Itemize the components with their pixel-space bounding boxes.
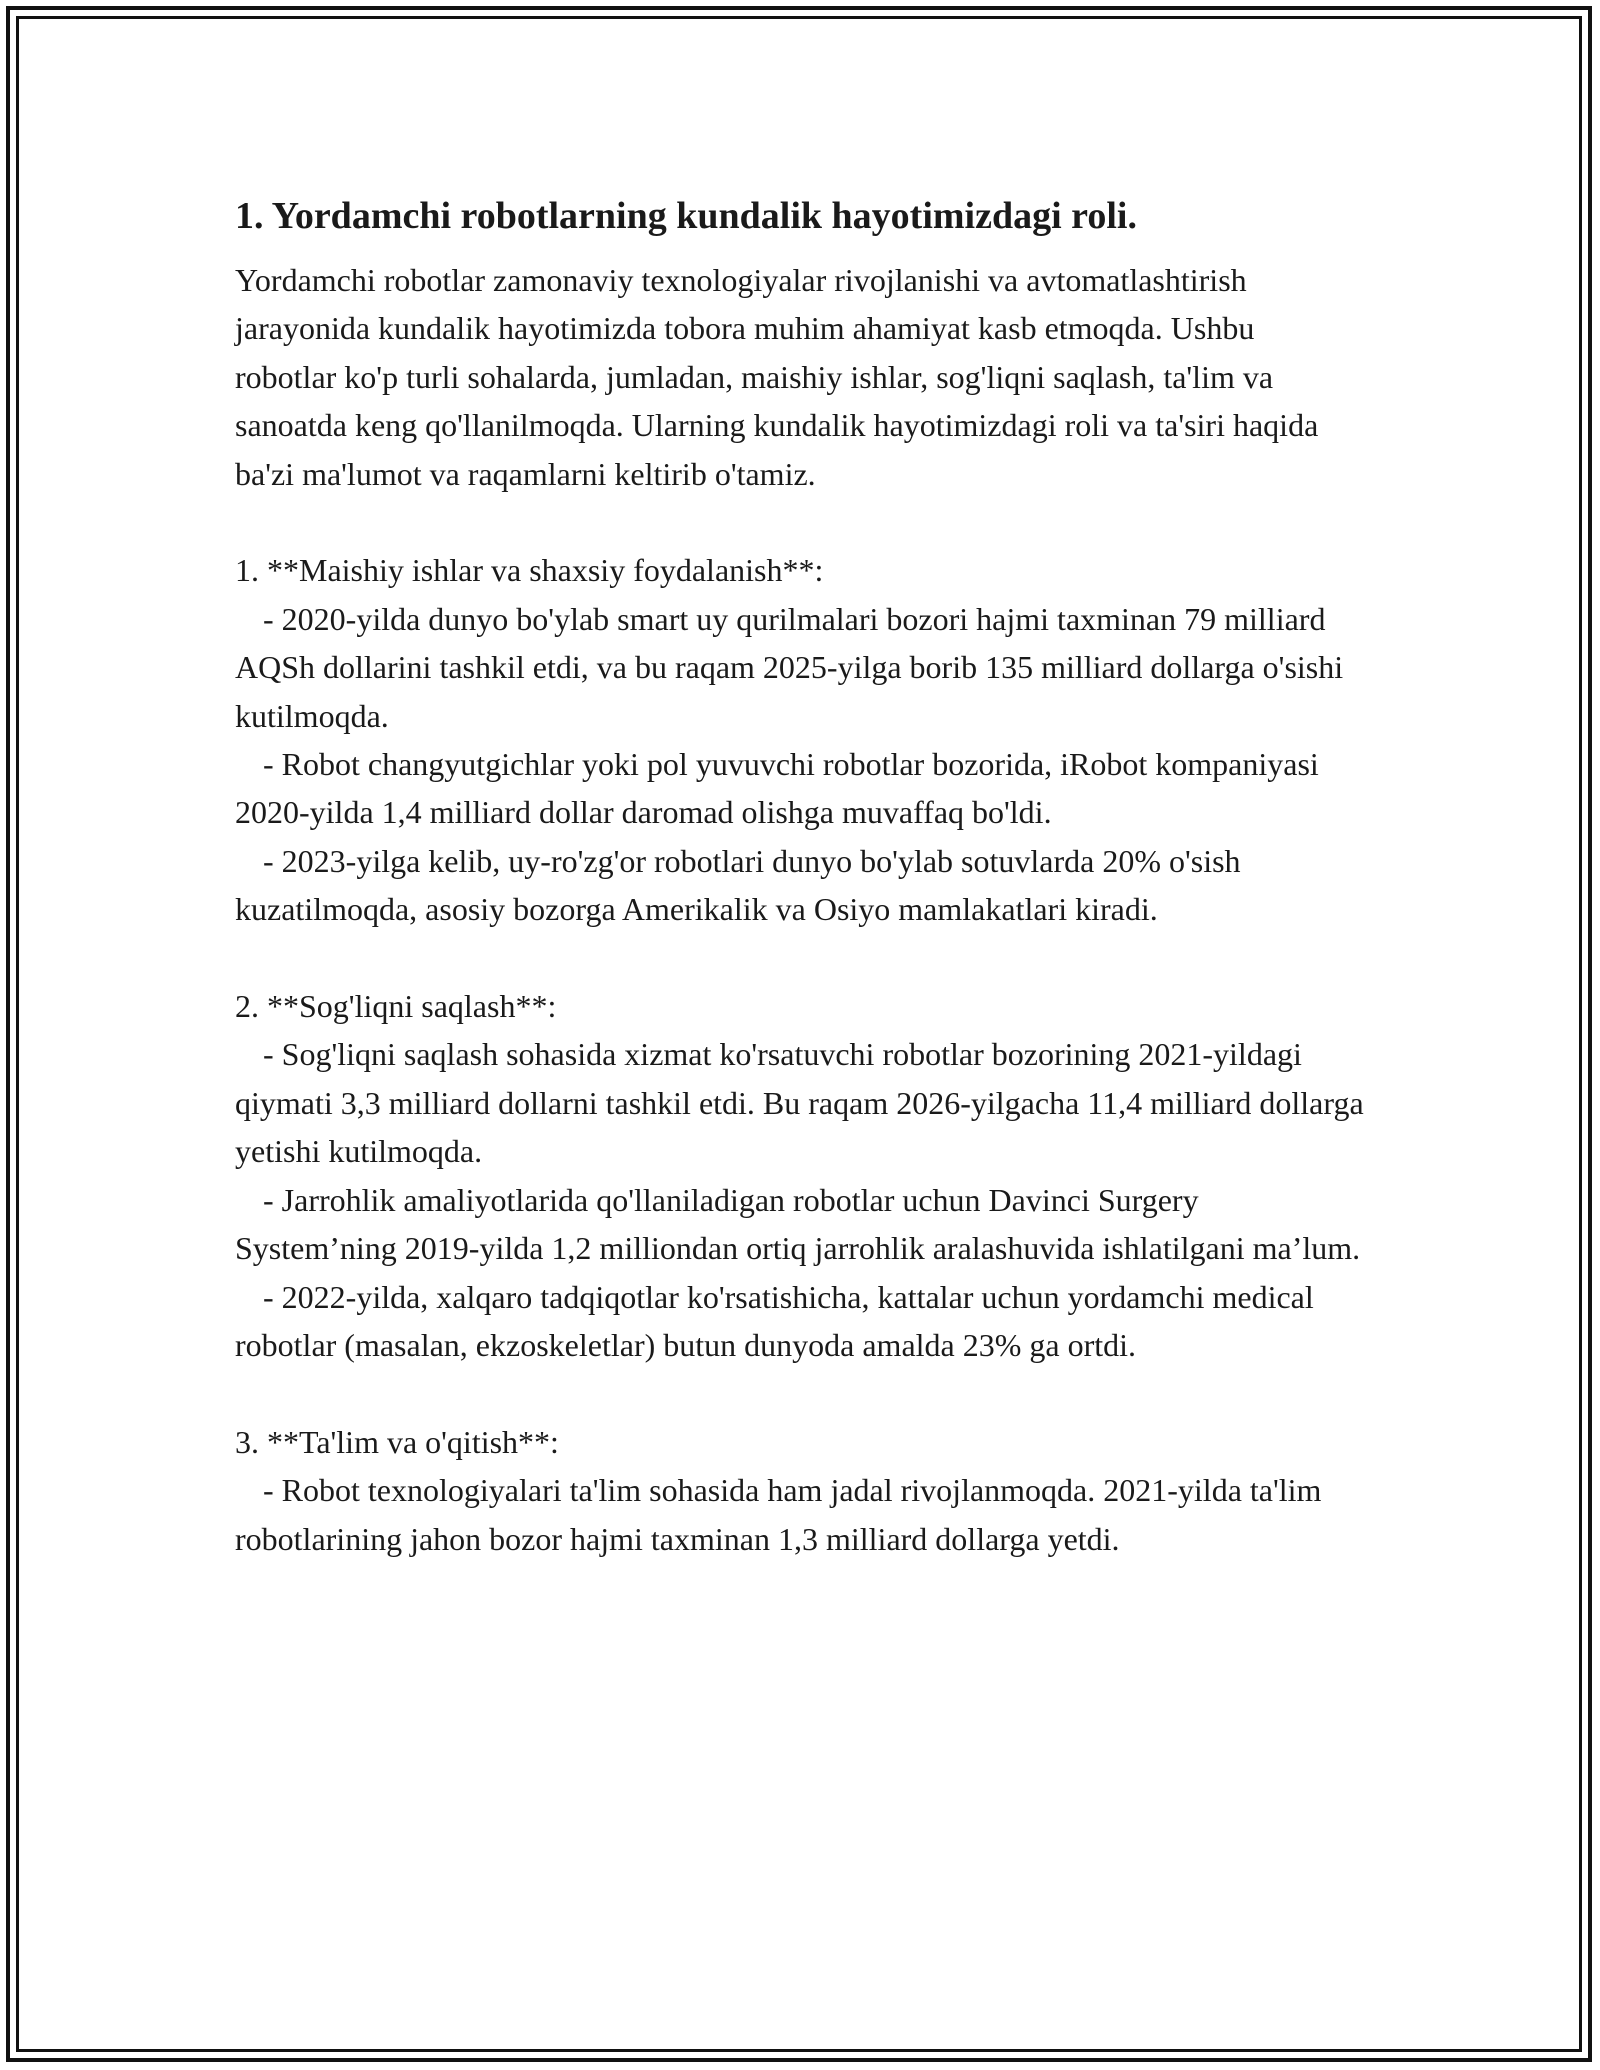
intro-paragraph: Yordamchi robotlar zamonaviy texnologiyalar rivojlanishi va avtomatlashtirish jarayonida kundalik hayotimizda tobora muhim ahamiyat kasb etmoqda. Ushbu robotlar ko'p turli sohalarda, jumladan, maishiy ishlar, sog'liqni saqlash, ta'lim va sanoatda keng qo'llanilmoqda. Ularning kundalik hayotimizdagi roli va ta'siri haqida ba'zi ma'lumot va raqamlarni keltirib o'tamiz. (235, 262, 1319, 492)
bullet-item: - Robot texnologiyalari ta'lim sohasida ham jadal rivojlanmoqda. 2021-yilda ta'lim robotlarining jahon bozor hajmi taxminan 1,3 milliard dollarga yetdi. (235, 1472, 1322, 1557)
bullet-item: - 2022-yilda, xalqaro tadqiqotlar ko'rsatishicha, kattalar uchun yordamchi medical robotlar (masalan, ekzoskeletlar) butun dunyoda amalda 23% ga ortdi. (235, 1278, 1314, 1363)
section-heading: 3. **Ta'lim va o'qitish**: (235, 1423, 559, 1460)
section-household (235, 546, 1365, 933)
section-heading: 2. **Sog'liqni saqlash**: (235, 988, 557, 1025)
bullet-item: - 2020-yilda dunyo bo'ylab smart uy qurilmalari bozori hajmi taxminan 79 milliard AQSh dollarini tashkil etdi, va bu raqam 2025-yilga borib 135 milliard dollarga o'sishi kutilmoqda. (235, 600, 1344, 734)
bullet-item: - Robot changyutgichlar yoki pol yuvuvchi robotlar bozorida, iRobot kompaniyasi 2020-yilda 1,4 milliard dollar daromad olishga muvaffaq bo'ldi. (235, 746, 1319, 831)
bullet-item: - Jarrohlik amaliyotlarida qo'llaniladigan robotlar uchun Davinci Surgery System’ning 2019-yilda 1,2 milliondan ortiq jarrohlik aralashuvida ishlatilgani ma’lum. (235, 1181, 1361, 1267)
section-healthcare (235, 982, 1365, 1369)
document-title: 1. Yordamchi robotlarning kundalik hayotimizdagi roli. (235, 195, 1137, 237)
bullet-item: - 2023-yilga kelib, uy-ro'zg'or robotlari dunyo bo'ylab sotuvlarda 20% o'sish kuzatilmoqda, asosiy bozorga Amerikalik va Osiyo mamlakatlari kiradi. (235, 842, 1241, 928)
bullet-item: - Sog'liqni saqlash sohasida xizmat ko'rsatuvchi robotlar bozorining 2021-yildagi qiymati 3,3 milliard dollarni tashkil etdi. Bu raqam 2026-yilgacha 11,4 milliard dollarga yetishi kutilmoqda. (235, 1036, 1364, 1170)
section-heading: 1. **Maishiy ishlar va shaxsiy foydalanish**: (235, 552, 824, 589)
document-body (235, 186, 1365, 1563)
section-education (235, 1418, 1365, 1563)
